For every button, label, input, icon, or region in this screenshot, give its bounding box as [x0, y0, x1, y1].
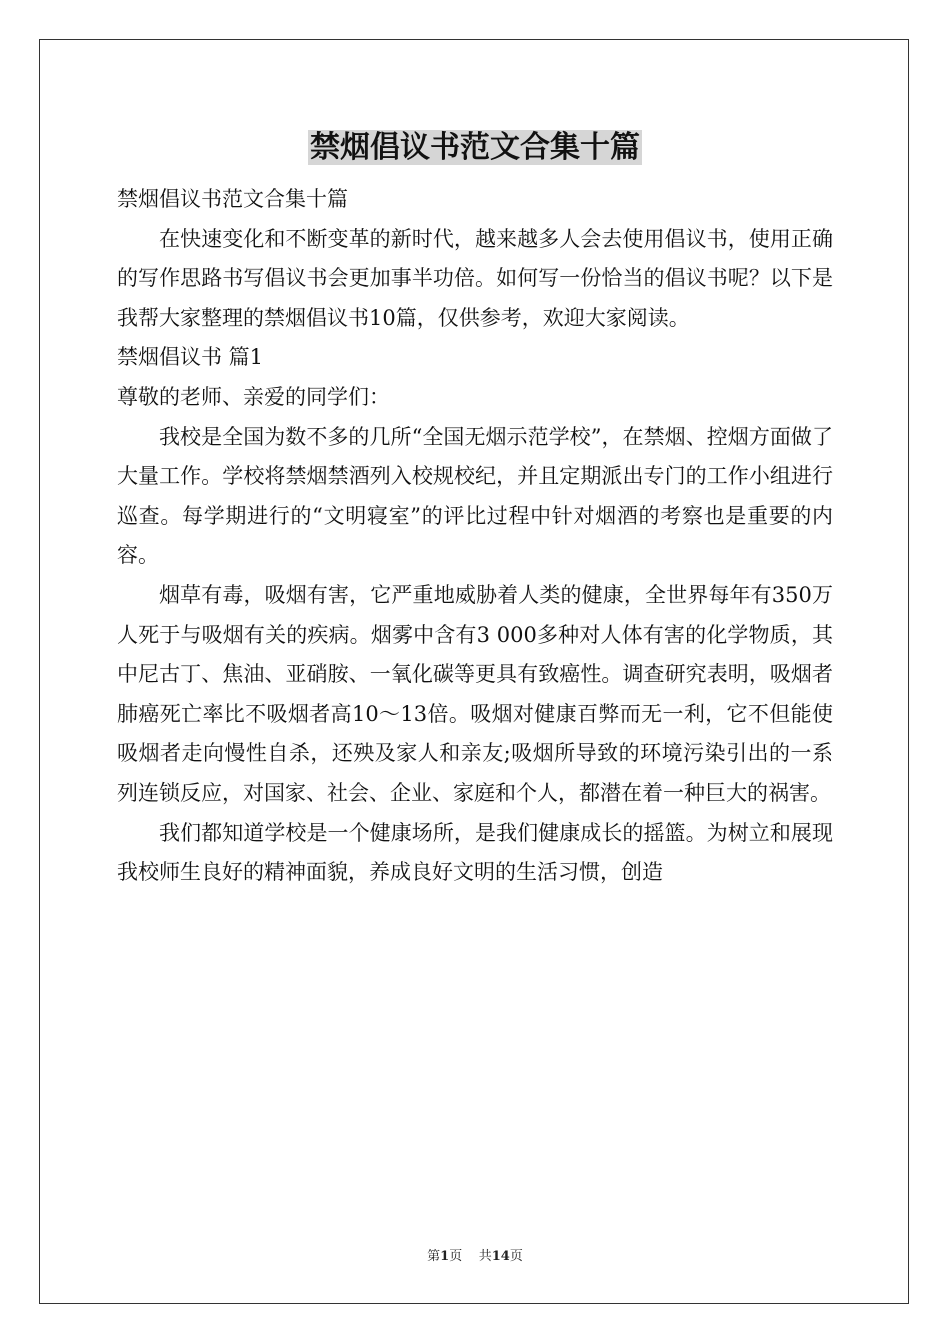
- salutation: 尊敬的老师、亲爱的同学们：: [117, 384, 390, 409]
- document-title: [0, 126, 950, 170]
- document-title-text: 禁烟倡议书范文合集十篇: [310, 130, 640, 165]
- body-paragraph: 我们都知道学校是一个健康场所，是我们健康成长的摇篮。为树立和展现我校师生良好的精神面貌，养成良好文明的生活习惯，创造: [117, 820, 833, 885]
- body-paragraph: 烟草有毒，吸烟有害，它严重地威胁着人类的健康，全世界每年有350万人死于与吸烟有关的疾病。烟雾中含有3 000多种对人体有害的化学物质，其中尼古丁、焦油、亚硝胺、一氧化碳等更具有致癌性。调查研究表明，吸烟者肺癌死亡率比不吸烟者高10～13倍。吸烟对健康百弊而无一利，它不但能使吸烟者走向慢性自杀，还殃及家人和亲友;吸烟所导致的环境污染引出的一系列连锁反应，对国家、社会、企业、家庭和个人，都潜在着一种巨大的祸害。: [117, 582, 833, 805]
- page-prefix: 第: [427, 1249, 441, 1264]
- page-total: 14: [491, 1249, 510, 1264]
- subtitle-line: 禁烟倡议书范文合集十篇: [117, 187, 348, 211]
- page-suffix: 页: [449, 1249, 463, 1264]
- section-heading: 禁烟倡议书 篇1: [117, 345, 264, 370]
- page-footer: [0, 1248, 950, 1266]
- body-paragraph: 我校是全国为数不多的几所“全国无烟示范学校”，在禁烟、控烟方面做了大量工作。学校将禁烟禁酒列入校规校纪，并且定期派出专门的工作小组进行巡查。每学期进行的“文明寝室”的评比过程中针对烟酒的考察也是重要的内容。: [117, 424, 833, 568]
- total-prefix: 共: [478, 1249, 492, 1264]
- page-current: 1: [440, 1249, 450, 1264]
- total-suffix: 页: [509, 1249, 523, 1264]
- document-body: [117, 180, 833, 893]
- intro-paragraph: 在快速变化和不断变革的新时代，越来越多人会去使用倡议书，使用正确的写作思路书写倡议书会更加事半功倍。如何写一份恰当的倡议书呢？以下是我帮大家整理的禁烟倡议书10篇，仅供参考，欢迎大家阅读。: [117, 226, 833, 330]
